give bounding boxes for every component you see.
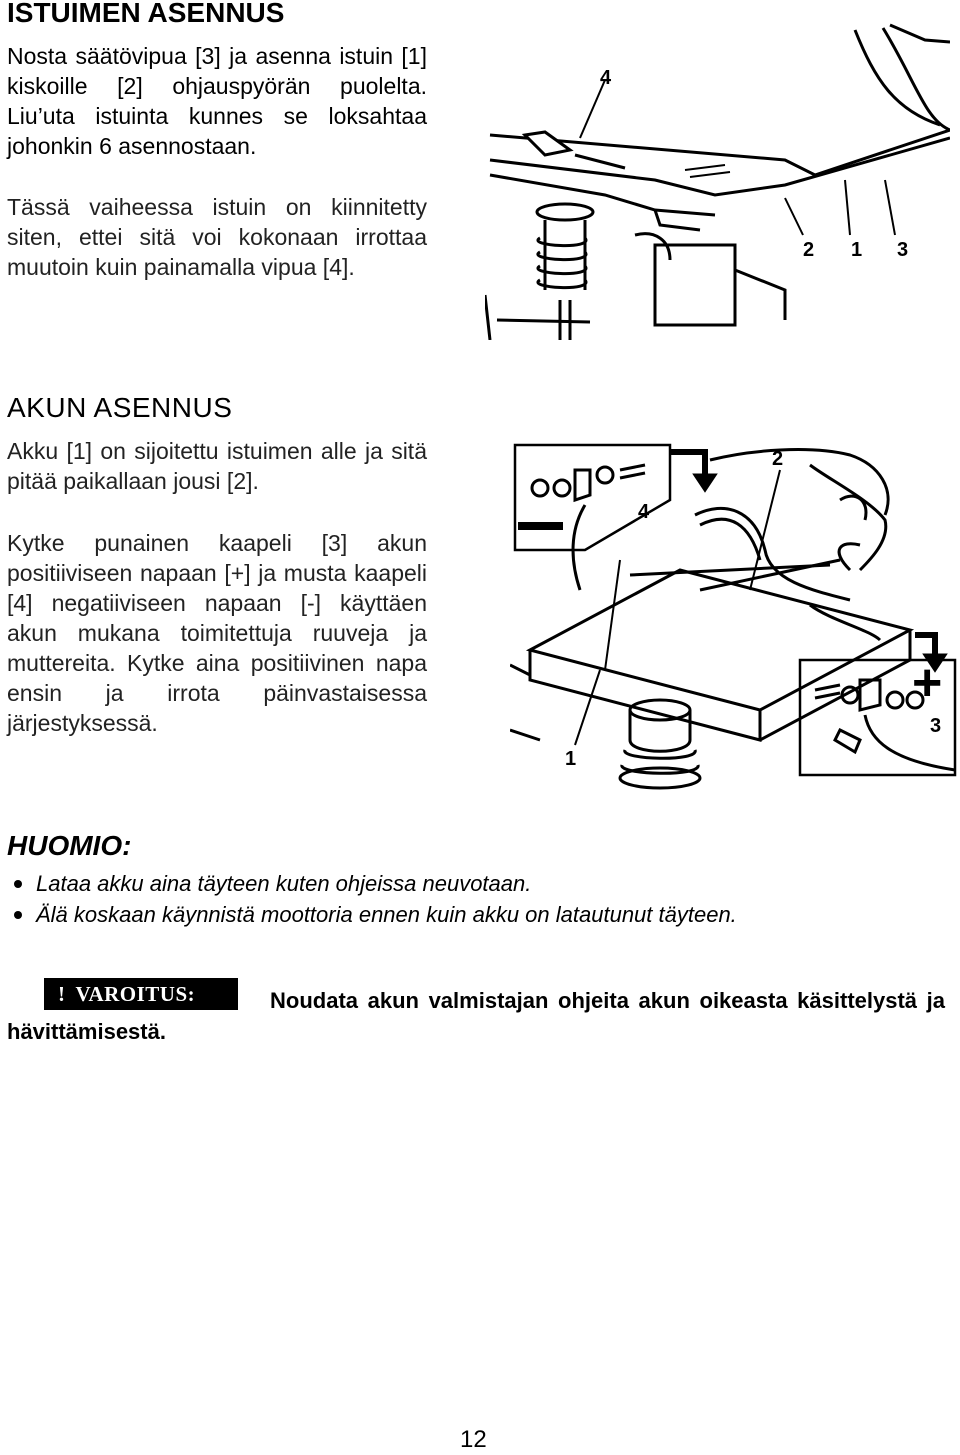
note-list <box>10 868 737 930</box>
seat-installation-figure <box>485 20 950 340</box>
note-item: Lataa akku aina täyteen kuten ohjeissa neuvotaan. <box>10 868 737 899</box>
page-number: 12 <box>460 1426 487 1453</box>
seat-fig-label-3: 3 <box>897 239 909 261</box>
warning-text: Noudata akun valmistajan ohjeita akun oikeasta käsittelystä ja hävittämisestä. <box>7 988 945 1044</box>
seat-fig-label-2: 2 <box>803 239 815 261</box>
seat-fig-label-1: 1 <box>851 239 863 261</box>
seat-paragraph-1: Nosta säätövipua [3] ja asenna istuin [1] kiskoille [2] ohjauspyörän puolelta. Liu’uta istuinta kunnes se loksahtaa johonkin 6 asennostaan. <box>7 43 427 159</box>
battery-fig-label-4: 4 <box>638 501 650 523</box>
battery-fig-label-1: 1 <box>565 748 577 770</box>
battery-fig-plus: + <box>912 654 943 712</box>
seat-paragraph-2: Tässä vaiheessa istuin on kiinnitetty siten, ettei sitä voi kokonaan irrottaa muutoin kuin painamalla vipua [4]. <box>7 194 427 280</box>
note-heading: HUOMIO: <box>7 830 132 861</box>
note-item: Älä koskaan käynnistä moottoria ennen kuin akku on latautunut täyteen. <box>10 899 737 930</box>
section-heading-battery: AKUN ASENNUS <box>7 392 233 423</box>
section-heading-seat: ISTUIMEN ASENNUS <box>7 0 285 28</box>
battery-fig-label-3: 3 <box>930 715 942 737</box>
battery-paragraph-1: Akku [1] on sijoitettu istuimen alle ja sitä pitää paikallaan jousi [2]. <box>7 438 427 494</box>
battery-installation-figure <box>510 440 960 790</box>
warning-icon: ! <box>58 981 66 1006</box>
seat-fig-label-4: 4 <box>600 67 612 89</box>
warning-badge-label: VAROITUS: <box>75 981 196 1006</box>
battery-fig-label-2: 2 <box>772 448 784 470</box>
battery-paragraph-2: Kytke punainen kaapeli [3] akun positiiviseen napaan [+] ja musta kaapeli [4] negatiiviseen napaan [-] käyttäen akun mukana toimitettuja ruuveja ja muttereita. Kytke aina positiivinen napa ensin ja irrota päinvastaisessa järjestyksessä. <box>7 530 427 736</box>
